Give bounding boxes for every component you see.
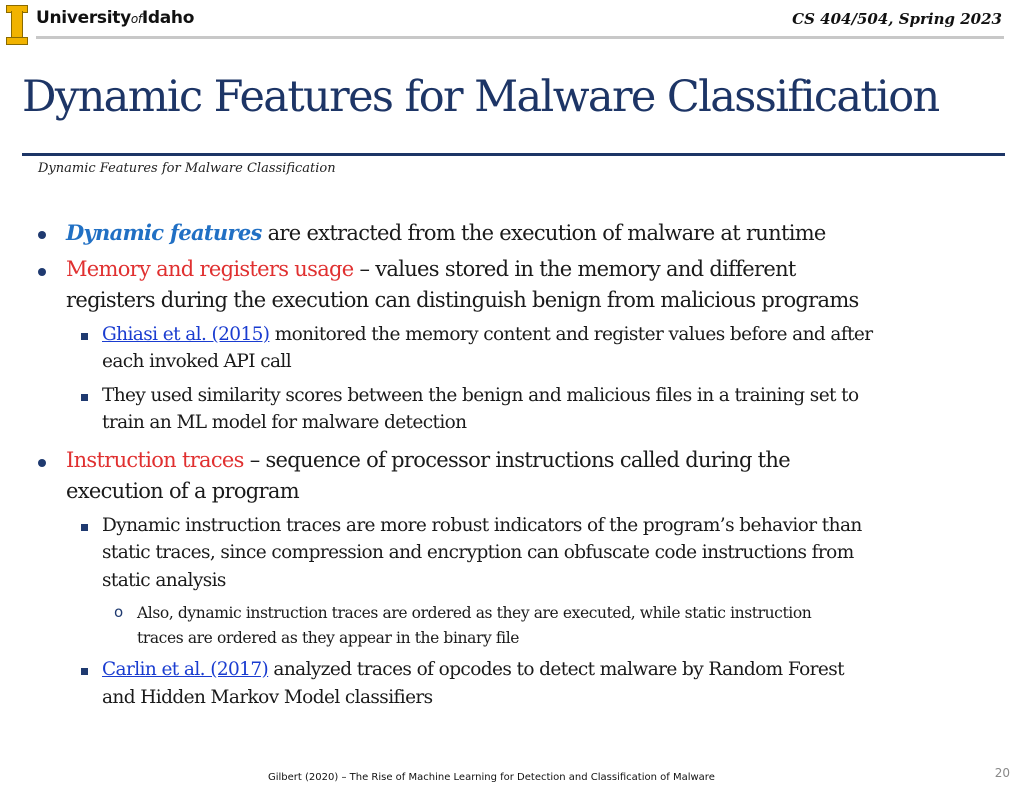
bullet-dot-icon	[38, 268, 46, 276]
page-number: 20	[994, 766, 1010, 780]
term-instruction-traces: Instruction traces	[66, 448, 244, 472]
square-bullet-icon	[81, 668, 88, 675]
subbullet-text-continued: static analysis	[102, 570, 226, 591]
course-label: CS 404/504, Spring 2023	[792, 10, 1002, 28]
subbullet-robust-indicators: Dynamic instruction traces are more robust indicators of the program’s behavior than	[102, 515, 862, 536]
bullet-dot-icon	[38, 459, 46, 467]
circle-bullet-icon: o	[114, 603, 124, 621]
subbullet-text-continued: train an ML model for malware detection	[102, 412, 467, 433]
slide-subtitle: Dynamic Features for Malware Classification	[38, 161, 336, 176]
logo-idaho: Idaho	[141, 8, 195, 28]
carlin-link[interactable]: Carlin et al. (2017)	[102, 659, 269, 680]
footer-citation: Gilbert (2020) – The Rise of Machine Learning for Detection and Classification of Malware	[268, 772, 715, 783]
bullet-text: – sequence of processor instructions called during the	[243, 448, 790, 472]
bullet-instruction-traces	[66, 448, 790, 472]
subbullet-text-continued: static traces, since compression and encryption can obfuscate code instructions from	[102, 542, 854, 563]
subsubbullet-text-continued: traces are ordered as they appear in the binary file	[137, 629, 520, 647]
bullet-memory-registers	[66, 257, 796, 281]
square-bullet-icon	[81, 524, 88, 531]
bullet-text-continued: execution of a program	[66, 479, 299, 503]
subbullet-text-continued: and Hidden Markov Model classifiers	[102, 687, 433, 708]
square-bullet-icon	[81, 333, 88, 340]
logo-university: University	[36, 8, 131, 28]
bullet-dynamic-features	[66, 220, 826, 245]
subbullet-ghiasi	[102, 324, 873, 345]
bullet-text: – values stored in the memory and different	[353, 257, 796, 281]
logo-of: of	[130, 12, 142, 26]
subbullet-carlin	[102, 659, 844, 680]
ghiasi-link[interactable]: Ghiasi et al. (2015)	[102, 324, 270, 345]
term-memory-registers: Memory and registers usage	[66, 257, 354, 281]
subbullet-similarity: They used similarity scores between the benign and malicious files in a training set to	[102, 385, 859, 406]
subbullet-text: monitored the memory content and register values before and after	[269, 324, 873, 345]
subsubbullet-ordering: Also, dynamic instruction traces are ordered as they are executed, while static instruction	[137, 604, 812, 622]
slide-title: Dynamic Features for Malware Classification	[22, 72, 939, 122]
bullet-text: are extracted from the execution of malware at runtime	[261, 221, 826, 245]
subbullet-text: analyzed traces of opcodes to detect malware by Random Forest	[268, 659, 844, 680]
term-dynamic-features: Dynamic features	[66, 220, 262, 245]
bullet-text-continued: registers during the execution can distinguish benign from malicious programs	[66, 288, 859, 312]
subbullet-text-continued: each invoked API call	[102, 351, 292, 372]
bullet-dot-icon	[38, 231, 46, 239]
square-bullet-icon	[81, 394, 88, 401]
